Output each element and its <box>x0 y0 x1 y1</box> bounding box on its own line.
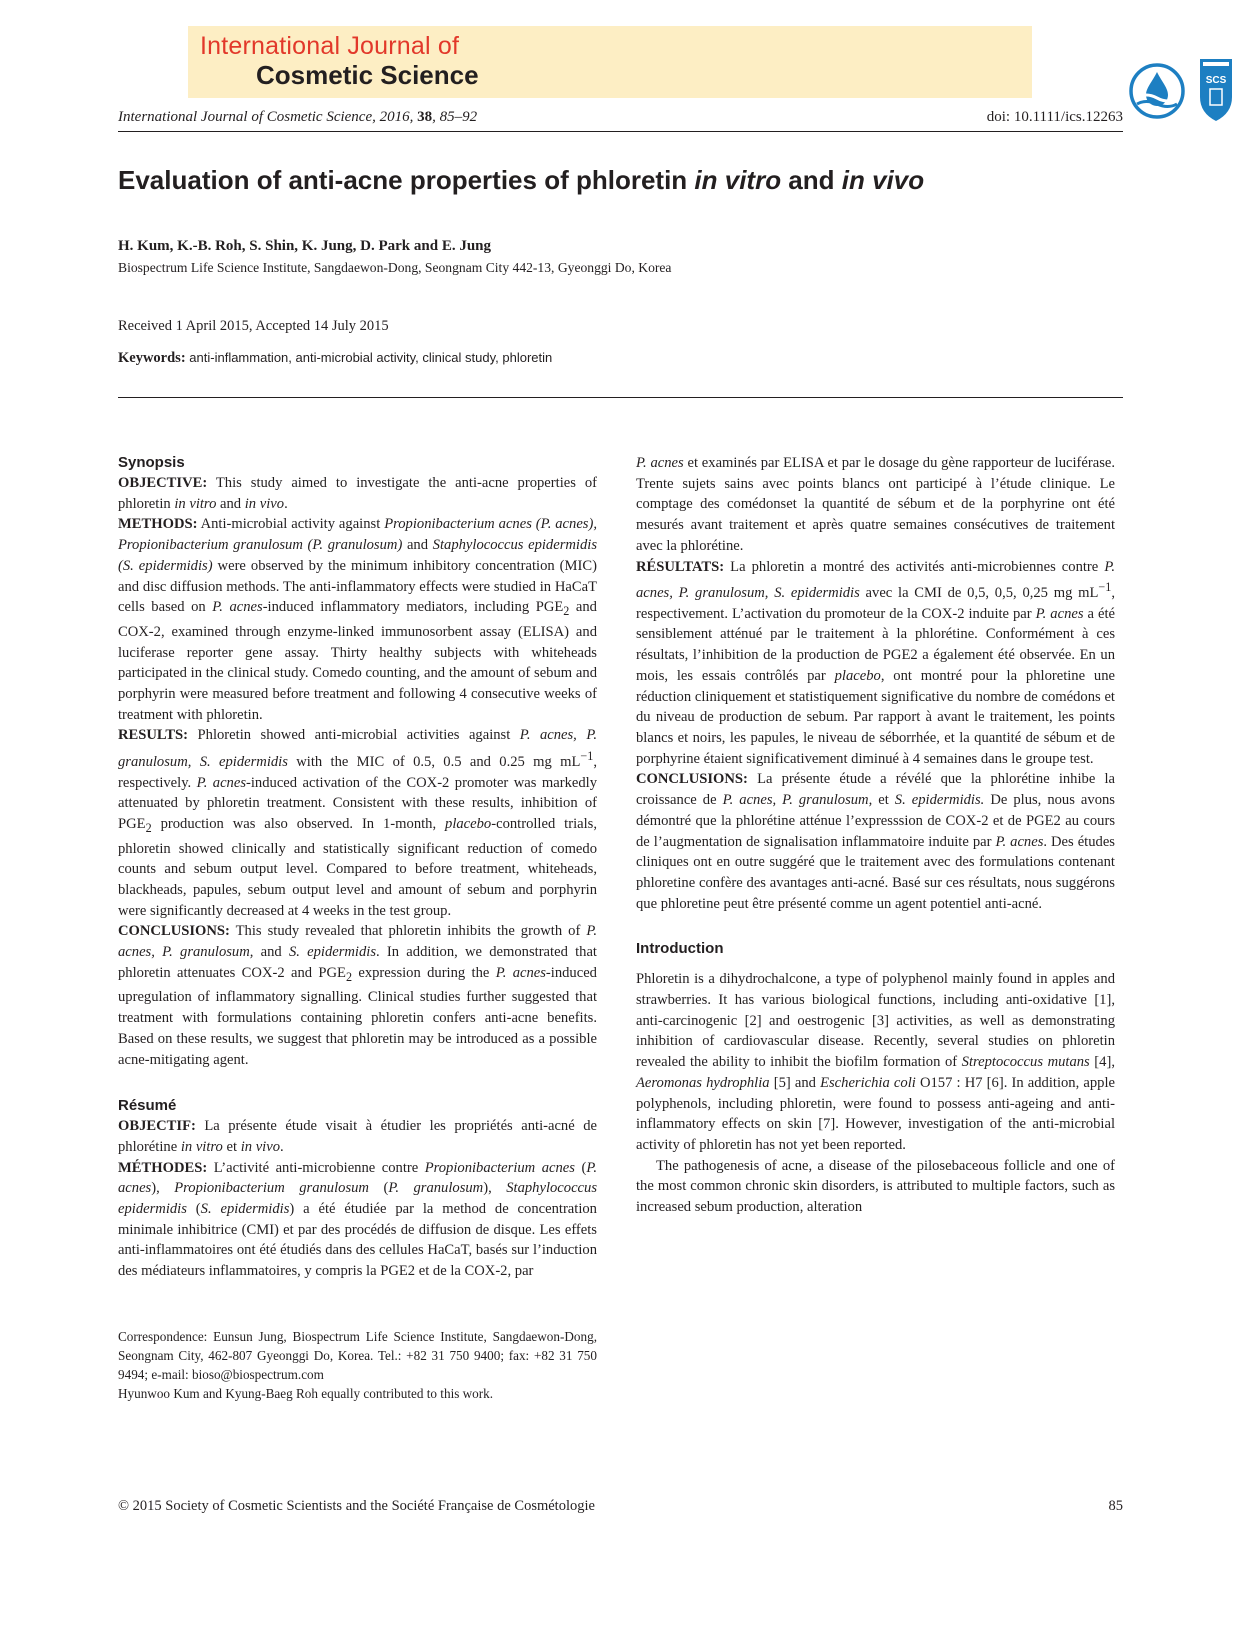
resume-methodes-continued: ) a été étudiée par la method de concentration minimale inhibitrice (CMI) et par des procédés de diffusion de disque. Les effets anti-inflammatoires ont été étudiés dans des cellules HaCaT, basés sur l’induction des médiateurs inflammatoires, y compris la PGE2 et de la COX-2, par <box>118 1201 597 1280</box>
keywords <box>118 350 552 367</box>
journal-logo-icon <box>1128 62 1186 120</box>
page-number: 85 <box>1108 1498 1123 1514</box>
doi: doi: 10.1111/ics.12263 <box>986 109 1123 125</box>
correspondence-text: Correspondence: Eunsun Jung, Biospectrum Life Science Institute, Sangdaewon-Dong, Seongnam City, 462-807 Gyeonggi Do, Korea. Tel.: +82 31 750 9400; fax: +82 31 750 9494; e-mail: bioso@biospectrum.com <box>118 1329 597 1382</box>
resume-conclusions: CONCLUSIONS: La présente étude a révélé que la phlorétine inhibe la croissance de P. acnes, P. granulosum, et S. epidermidis. De plus, nous avons démontré que la phlorétine atténue l’expresssion de COX-2 et de PGE2 au cours de l’augmentation de signalisation inflammatoire induite par P. acnes. Des études cliniques ont en outre suggéré que le traitement avec des formulations contenant phloretine confère des avantages anti-acné. Basé sur ces résultats, nous suggérons que phloretine peut être présenté comme un agent potentiel anti-acné. <box>636 771 1115 912</box>
author-list: H. Kum, K.-B. Roh, S. Shin, K. Jung, D. Park and E. Jung <box>118 238 492 254</box>
resume-objectif: OBJECTIF: La présente étude visait à étudier les propriétés anti-acné de phlorétine in vitro et in vivo. <box>118 1118 597 1155</box>
header-divider <box>118 131 1123 132</box>
journal-name-line1: International Journal of <box>200 32 460 60</box>
synopsis-results: RESULTS: Phloretin showed anti-microbial activities against P. acnes, P. granulosum, S. epidermidis with the MIC of 0.5, 0.5 and 0.25 mg $mL^{-1}$, respectively. P. acnes-induced activation of the COX-2 promoter was markedly attenuated by phloretin treatment. Consistent with these results, inhibition of $PGE_2$ production was also observed. In 1-month, placebo-controlled trials, phloretin showed clinically and statistically significant reduction of comedo counts and sebum output level. Compared to before treatment, whiteheads, blackheads, papules, sebum output level and amount of sebum and porphyrin were significantly decreased at 4 weeks in the test group. <box>118 727 597 919</box>
citation-journal: International Journal of Cosmetic Science <box>118 109 373 125</box>
introduction-paragraph-1: Phloretin is a dihydrochalcone, a type of polyphenol mainly found in apples and strawberries. It has various biological functions, including anti-oxidative [1], anti-carcinogenic [2] and oestrogenic [3] activities, as well as demonstrating inhibition of cardiovascular disease. Recently, several studies on phloretin revealed the ability to inhibit the biofilm formation of Streptococcus mutans [4], Aeromonas hydrophlia [5] and Escherichia coli O157 : H7 [6]. In addition, apple polyphenols, including phloretin, were found to possess anti-ageing and anti-inflammatory effects on skin [7]. However, investigation of the anti-microbial activity of phloretin has not yet been reported. <box>636 971 1115 1153</box>
citation-volume: 38 <box>417 109 433 125</box>
scs-shield-logo-icon <box>1198 57 1234 123</box>
synopsis-methods: METHODS: Anti-microbial activity against Propionibacterium acnes (P. acnes), Propionibacterium granulosum (P. granulosum) and Staphylococcus epidermidis (S. epidermidis) were observed by the minimum inhibitory concentration (MIC) and disc diffusion methods. The anti-inflammatory effects were studied in HaCaT cells based on P. acnes-induced inflammatory mediators, including $PGE_2$ and COX-2, examined through enzyme-linked immunosorbent assay (ELISA) and luciferase reporter gene assay. Thirty healthy subjects with whiteheads participated in the clinical study. Comedo counting, and the amount of sebum and porphyrin were measured before treatment and following 4 consecutive weeks of treatment with phloretin. <box>118 516 597 723</box>
synopsis-conclusions: CONCLUSIONS: This study revealed that phloretin inhibits the growth of P. acnes, P. granulosum, and S. epidermidis. In addition, we demonstrated that phloretin attenuates COX-2 and $PGE_2$ expression during the P. acnes-induced upregulation of inflammatory signalling. Clinical studies further suggested that treatment with formulations containing phloretin confers anti-acne benefits. Based on these results, we suggest that phloretin may be introduced as a possible acne-mitigating agent. <box>118 923 597 1068</box>
copyright-notice: © 2015 Society of Cosmetic Scientists and the Société Française de Cosmétologie <box>118 1498 595 1514</box>
introduction-paragraph-2: The pathogenesis of acne, a disease of the pilosebaceous follicle and one of the most common chronic skin disorders, is attributed to multiple factors, such as increased sebum production, alteration <box>636 1157 1115 1216</box>
resume-heading: Résumé <box>118 1097 177 1115</box>
left-column <box>118 453 597 1282</box>
equal-contribution-note: Hyunwoo Kum and Kyung-Baeg Roh equally contributed to this work. <box>118 1386 494 1401</box>
resume-methodes-rest: P. acnes et examinés par ELISA et par le dosage du gène rapporteur de luciférase. Trente sujets sains avec points blancs ont participé à l’étude clinique. Le comptage des comédonset la quantité de sébum et de la porphyrine ont été mesurés avant traitement et après quatre semaines consécutives de traitement avec la phlorétine. <box>636 455 1115 554</box>
article-title: Evaluation of anti-acne properties of phloretin in vitro and in vivo <box>118 165 925 195</box>
synopsis-objective: OBJECTIVE: This study aimed to investigate the anti-acne properties of phloretin in vitro and in vivo. <box>118 475 597 512</box>
citation-year: , 2016, <box>372 109 418 125</box>
citation-line <box>118 109 477 126</box>
scs-badge-text: SCS <box>1205 75 1227 86</box>
journal-name-line2: Cosmetic Science <box>256 60 479 90</box>
introduction-heading: Introduction <box>636 940 724 958</box>
keywords-text: anti-inflammation, anti-microbial activity, clinical study, phloretin <box>189 350 553 365</box>
correspondence-note <box>118 1327 597 1403</box>
keywords-label: Keywords: <box>118 350 186 366</box>
journal-banner <box>188 26 1227 98</box>
right-column <box>636 453 1115 1218</box>
section-divider <box>118 397 1123 398</box>
synopsis-heading: Synopsis <box>118 454 185 471</box>
resume-methodes-start: MÉTHODES: L’activité anti-microbienne contre Propionibacterium acnes (P. acnes), Propionibacterium granulosum (P. granulosum), Staphylococcus epidermidis (S. epidermidis) a été étudiée par la method de concentration minimale inhibitrice (CMI) et par des procédés de diffusion de disque. Les effets anti-inflammatoires ont été étudiés dans des cellules HaCaT, basés sur l’induction des médiateurs inflammatoires, y compris la PGE2 et de la COX-2, par <box>118 1159 597 1280</box>
citation-pages: , 85–92 <box>432 109 478 125</box>
received-dates: Received 1 April 2015, Accepted 14 July 2015 <box>118 318 389 334</box>
affiliation: Biospectrum Life Science Institute, Sangdaewon-Dong, Seongnam City 442-13, Gyeonggi Do, Korea <box>118 260 672 275</box>
resume-resultats: RÉSULTATS: La phloretin a montré des activités anti-microbiennes contre P. acnes, P. granulosum, S. epidermidis avec la CMI de 0,5, 0,5, 0,25 mg $mL^{-1}$, respectivement. L’activation du promoteur de la COX-2 induite par P. acnes a été sensiblement atténué par le traitement à la phlorétine. Conformément à ces résultats, l’inhibition de la production de PGE2 a également été observée. En un mois, les essais contrôlés par placebo, ont montré pour la phloretine une réduction cliniquement et statistiquement significative du nombre de comédons et du niveau de production de sebum. Par rapport à avant le traitement, les points blancs et noirs, les papules, le niveau de séborrhée, et la quantité de sébum et de porphyrine étaient significativement diminué à 4 semaines dans le groupe test. <box>636 558 1115 767</box>
